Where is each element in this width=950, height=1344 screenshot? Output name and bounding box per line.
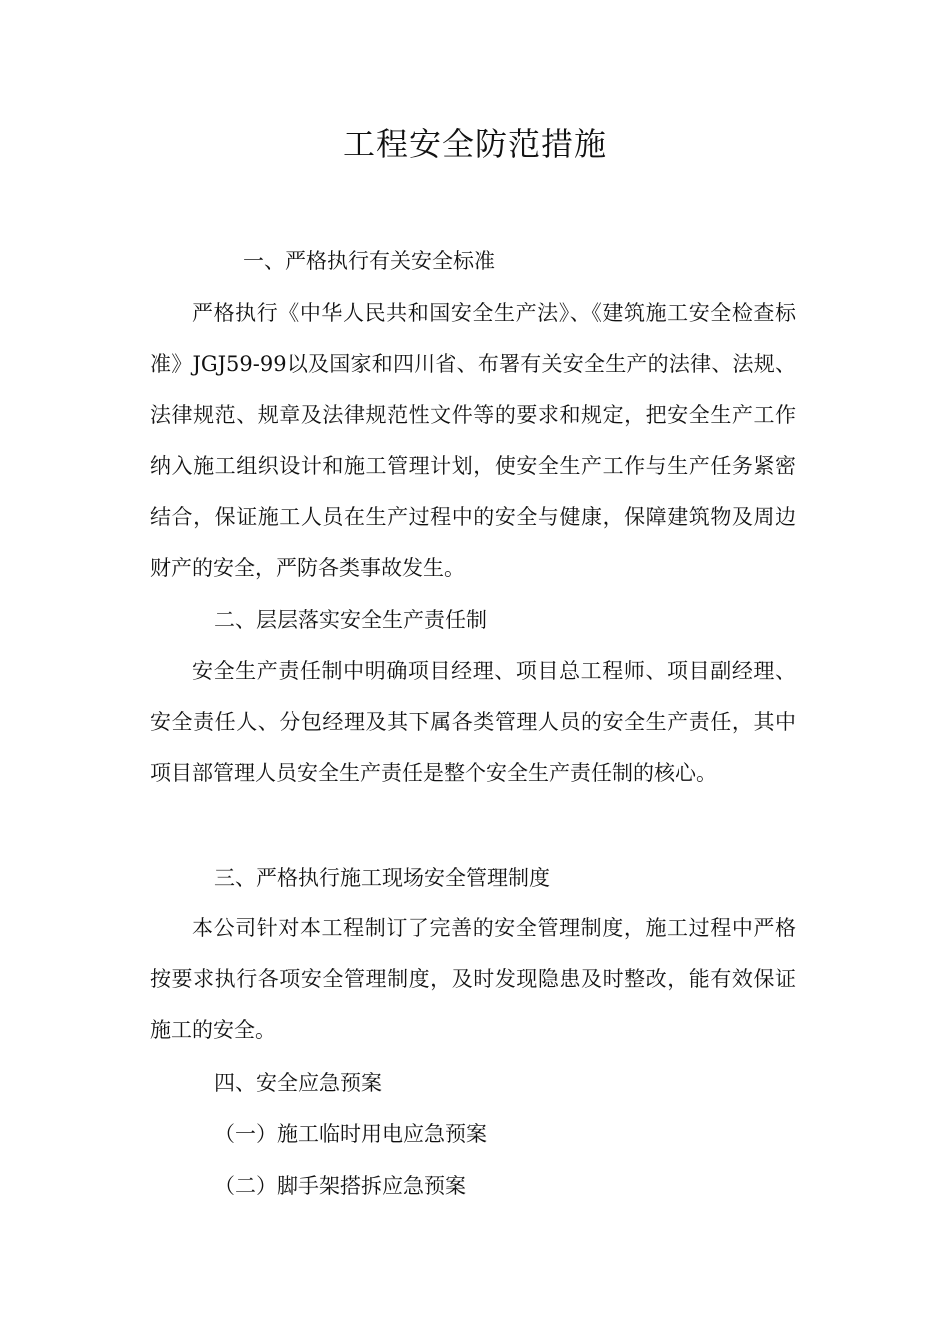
section-paragraph-3: 本公司针对本工程制订了完善的安全管理制度，施工过程中严格按要求执行各项安全管理制度，及时发现隐患及时整改，能有效保证施工的安全。: [150, 916, 796, 1042]
section-heading-3: 三、严格执行施工现场安全管理制度: [214, 866, 550, 890]
list-item: （一）施工临时用电应急预案: [214, 1122, 487, 1146]
list-item: （二）脚手架搭拆应急预案: [214, 1174, 466, 1198]
page-title: 工程安全防范措施: [342, 125, 607, 163]
section-heading-1: 一、严格执行有关安全标准: [243, 249, 495, 273]
section-paragraph-1: 严格执行《中华人民共和国安全生产法》、《建筑施工安全检查标准》JGJ59-99以及国家和四川省、布署有关安全生产的法律、法规、法律规范、规章及法律规范性文件等的要求和规定，把安全生产工作纳入施工组织设计和施工管理计划，使安全生产工作与生产任务紧密结合，保证施工人员在生产过程中的安全与健康，保障建筑物及周边财产的安全，严防各类事故发生。: [150, 301, 796, 580]
section-paragraph-2: 安全生产责任制中明确项目经理、项目总工程师、项目副经理、安全责任人、分包经理及其下属各类管理人员的安全生产责任，其中项目部管理人员安全生产责任是整个安全生产责任制的核心。: [150, 659, 796, 785]
section-heading-4: 四、安全应急预案: [214, 1071, 382, 1095]
section-heading-2: 二、层层落实安全生产责任制: [214, 608, 487, 632]
